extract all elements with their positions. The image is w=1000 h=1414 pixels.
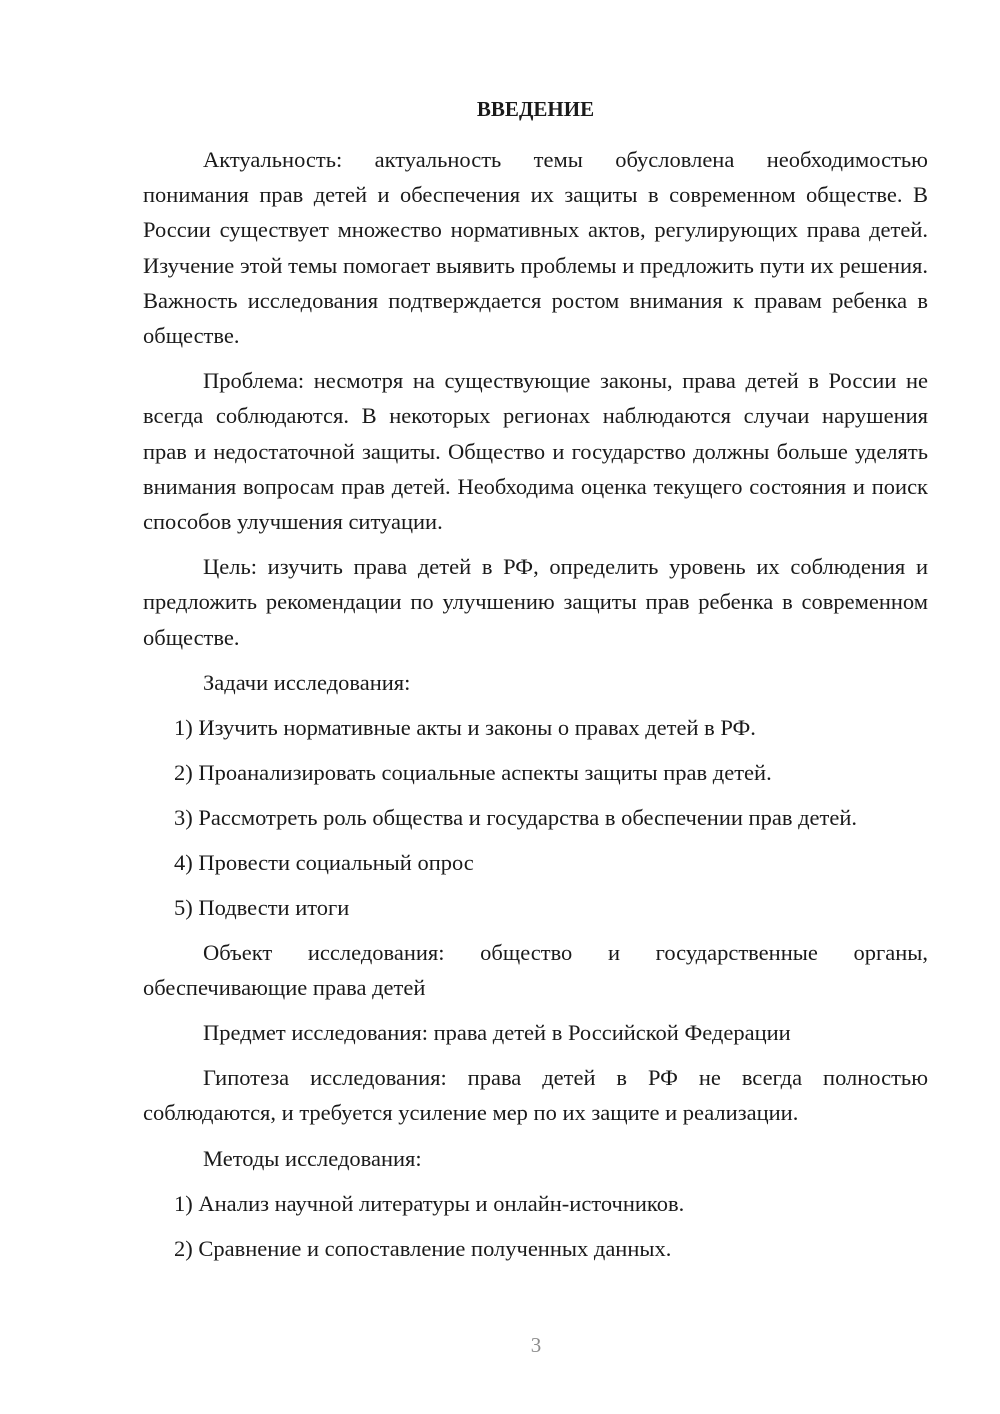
- list-item: 2) Сравнение и сопоставление полученных данных.: [174, 1235, 672, 1261]
- paragraph-subject: Предмет исследования: права детей в Российской Федерации: [203, 1020, 791, 1046]
- list-item: 1) Изучить нормативные акты и законы о правах детей в РФ.: [174, 714, 756, 740]
- paragraph-goal: Цель: изучить права детей в РФ, определить уровень их соблюдения и предложить рекомендации по улучшению защиты прав ребенка в современном обществе.: [143, 554, 928, 650]
- list-item: 1) Анализ научной литературы и онлайн-источников.: [174, 1190, 685, 1216]
- list-item: 3) Рассмотреть роль общества и государства в обеспечении прав детей.: [174, 804, 857, 830]
- list-item: 4) Провести социальный опрос: [174, 849, 474, 875]
- tasks-heading: Задачи исследования:: [203, 669, 411, 695]
- page-title: ВВЕДЕНИЕ: [476, 97, 595, 121]
- page-number: 3: [530, 1333, 542, 1357]
- list-item: 5) Подвести итоги: [174, 894, 350, 920]
- list-item: 2) Проанализировать социальные аспекты защиты прав детей.: [174, 759, 772, 785]
- paragraph-problem: Проблема: несмотря на существующие законы, права детей в России не всегда соблюдаются. В некоторых регионах наблюдаются случаи нарушения прав и недостаточной защиты. Общество и государство должны больше уделять внимания вопросам прав детей. Необходима оценка текущего состояния и поиск способов улучшения ситуации.: [143, 368, 928, 535]
- paragraph-object: Объект исследования: общество и государственные органы, обеспечивающие права детей: [143, 939, 928, 1001]
- page-content: [143, 94, 928, 1276]
- methods-heading: Методы исследования:: [203, 1145, 422, 1171]
- methods-list: [143, 1186, 928, 1266]
- paragraph-relevance: Актуальность: актуальность темы обусловлена необходимостью понимания прав детей и обеспечения их защиты в современном обществе. В России существует множество нормативных актов, регулирующих права детей. Изучение этой темы помогает выявить проблемы и предложить пути их решения. Важность исследования подтверждается ростом внимания к правам ребенка в обществе.: [143, 147, 928, 349]
- tasks-list: [143, 710, 928, 925]
- paragraph-hypothesis: Гипотеза исследования: права детей в РФ не всегда полностью соблюдаются, и требуется усиление мер по их защите и реализации.: [143, 1065, 928, 1126]
